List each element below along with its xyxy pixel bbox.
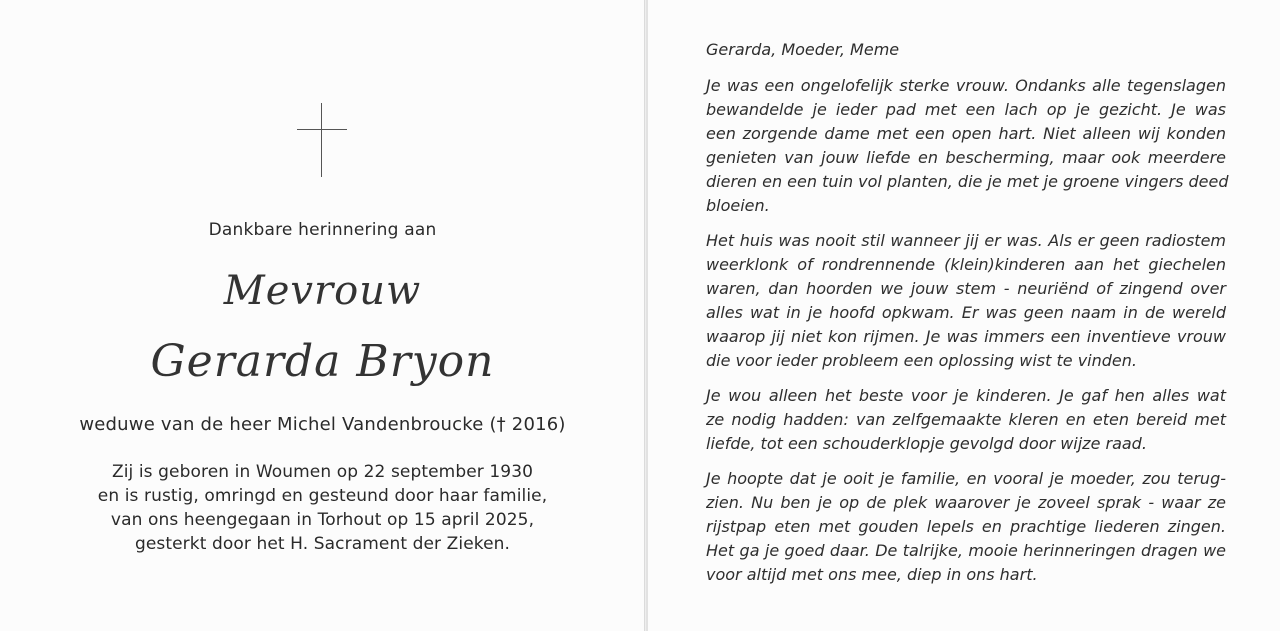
text-line: alles wat in je hoofd opkwam. Er was geen naam in de wereld	[706, 303, 1226, 322]
text-line: voor altijd met ons mee, diep in ons hart.	[706, 565, 1038, 584]
text-line: bloeien.	[706, 196, 770, 215]
text-line: Je was een ongelofelijk sterke vrouw. Ondanks alle tegenslagen	[706, 76, 1226, 95]
text-line: dieren en een tuin vol planten, die je met je groene vingers deed	[706, 172, 1229, 191]
text-line: die voor ieder probleem een oplossing wist te vinden.	[706, 351, 1137, 370]
text-line: waarop jij niet kon rijmen. Je was immers een inventieve vrouw	[706, 327, 1226, 346]
bio-block	[0, 460, 645, 556]
paragraph-4	[706, 467, 1226, 587]
text-line: Het huis was nooit stil wanneer jij er was. Als er geen radiostem	[706, 231, 1226, 250]
text-line: bewandelde je ieder pad met een lach op je gezicht. Je was	[706, 100, 1226, 119]
text-line: Je hoopte dat je ooit je familie, en vooral je moeder, zou terug-	[706, 469, 1226, 488]
text-line: rijstpap eten met gouden lepels en prachtige liederen zingen.	[706, 517, 1226, 536]
cross-icon	[297, 103, 347, 177]
text-line: Je wou alleen het beste voor je kinderen. Je gaf hen alles wat	[706, 386, 1226, 405]
title-text: Mevrouw	[223, 268, 422, 314]
text-line: weerklonk of rondrennende (klein)kinderen aan het giechelen	[706, 255, 1226, 274]
bio-line: en is rustig, omringd en gesteund door haar familie,	[97, 486, 548, 506]
deceased-name: Gerarda Bryon	[150, 336, 495, 387]
text-line: waren, dan hoorden we jouw stem - neuriënd of zingend over	[706, 279, 1226, 298]
text-line: Het ga je goed daar. De talrijke, mooie herinneringen dragen we	[706, 541, 1226, 560]
widow-line: weduwe van de heer Michel Vandenbroucke († 2016)	[79, 414, 566, 435]
greeting: Gerarda, Moeder, Meme	[706, 40, 900, 59]
text-line: ze nodig hadden: van zelfgemaakte kleren en eten bereid met	[706, 410, 1226, 429]
paragraph-2	[706, 229, 1226, 373]
intro-text: Dankbare herinnering aan	[208, 220, 437, 240]
bio-line: gesterkt door het H. Sacrament der Zieken.	[134, 534, 511, 554]
bio-line: van ons heengegaan in Torhout op 15 april 2025,	[110, 510, 535, 530]
paragraph-1	[706, 74, 1229, 218]
paragraph-3	[706, 384, 1226, 456]
text-line: een zorgende dame met een open hart. Niet alleen wij konden	[706, 124, 1226, 143]
text-line: liefde, tot een schouderklopje gevolgd door wijze raad.	[706, 434, 1147, 453]
text-line: zien. Nu ben je op de plek waarover je zoveel sprak - waar ze	[706, 493, 1226, 512]
bio-line: Zij is geboren in Woumen op 22 september 1930	[111, 462, 534, 482]
text-line: genieten van jouw liefde en bescherming, maar ook meerdere	[706, 148, 1226, 167]
